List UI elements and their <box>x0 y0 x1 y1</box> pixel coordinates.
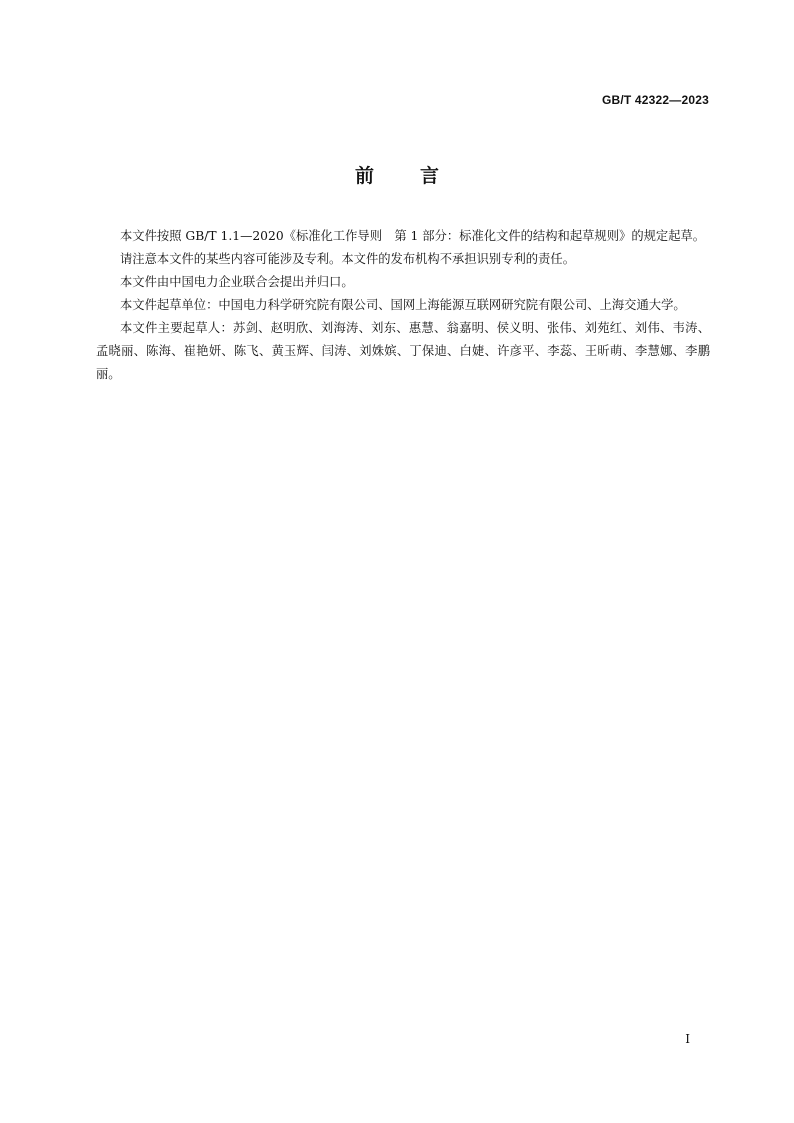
paragraph-main-drafters: 本文件主要起草人：苏剑、赵明欣、刘海涛、刘东、惠慧、翁嘉明、侯义明、张伟、刘苑红、刘伟、韦涛、孟晓丽、陈海、崔艳妍、陈飞、黄玉辉、闫涛、刘姝嫔、丁保迪、白婕、许彦平、李蕊、王昕萌、李慧娜、李鹏丽。 <box>96 321 710 381</box>
foreword-body <box>96 225 710 386</box>
paragraph-drafting-organizations: 本文件起草单位：中国电力科学研究院有限公司、国网上海能源互联网研究院有限公司、上海交通大学。 <box>120 298 686 312</box>
title-char-1: 前 <box>354 165 374 187</box>
paragraph-patent-notice: 请注意本文件的某些内容可能涉及专利。本文件的发布机构不承担识别专利的责任。 <box>120 252 575 266</box>
title-char-2: 言 <box>420 165 440 187</box>
page-title <box>0 161 794 188</box>
paragraph-drafting-rules: 本文件按照 GB/T 1.1—2020《标准化工作导则 第 1 部分：标准化文件的结构和起草规则》的规定起草。 <box>120 229 706 243</box>
standard-number: GB/T 42322—2023 <box>601 93 709 107</box>
page-number: I <box>685 1032 690 1046</box>
paragraph-proposer: 本文件由中国电力企业联合会提出并归口。 <box>120 275 354 289</box>
